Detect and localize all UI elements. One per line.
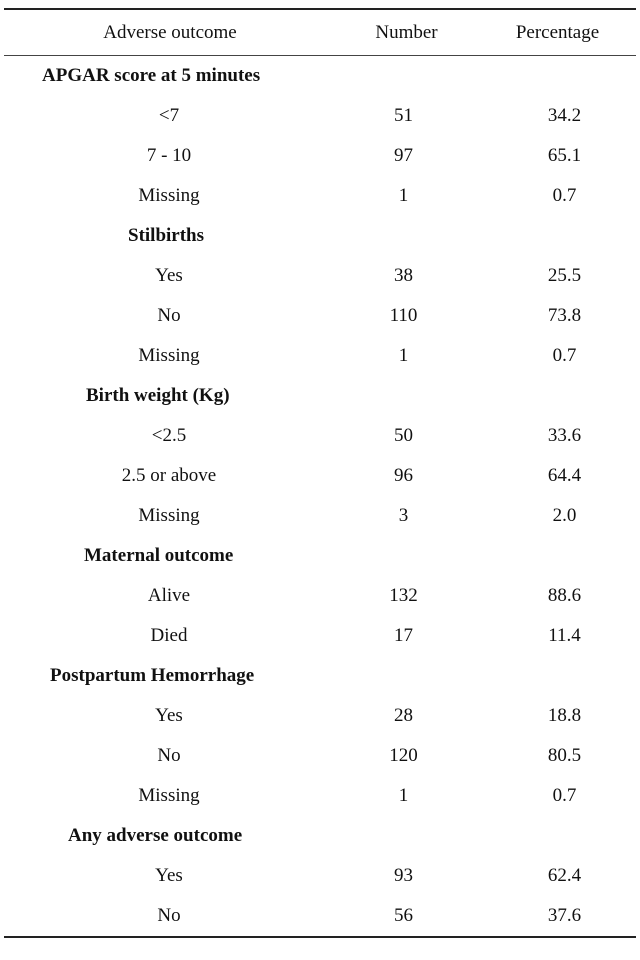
table-body: [4, 56, 636, 936]
row-percentage: 64.4: [547, 465, 582, 486]
table-row: [4, 696, 636, 736]
row-number: 51: [394, 105, 413, 126]
row-number: 38: [394, 265, 413, 286]
table-row: [4, 136, 636, 176]
table-row: [4, 496, 636, 536]
row-number: 97: [394, 145, 413, 166]
row-number: 120: [389, 745, 418, 766]
row-percentage: 0.7: [552, 785, 577, 806]
row-label: Yes: [155, 705, 183, 726]
row-number: 17: [394, 625, 413, 646]
table-row: [4, 296, 636, 336]
row-number: 28: [394, 705, 413, 726]
row-number: 1: [398, 185, 409, 206]
table-row: [4, 256, 636, 296]
table-bottom-rule: [4, 936, 636, 938]
row-percentage: 0.7: [552, 345, 577, 366]
table-header: [4, 10, 636, 56]
row-number: 56: [394, 905, 413, 926]
row-percentage: 62.4: [547, 865, 582, 886]
table-row: [4, 856, 636, 896]
row-percentage: 11.4: [548, 625, 581, 646]
row-percentage: 2.0: [552, 505, 577, 526]
row-label: Missing: [138, 785, 200, 806]
row-label: <7: [158, 105, 180, 126]
table-row: [4, 336, 636, 376]
row-label: No: [157, 305, 181, 326]
row-percentage: 65.1: [547, 145, 582, 166]
header-number: Number: [375, 21, 438, 43]
row-percentage: 37.6: [547, 905, 582, 926]
adverse-outcome-table: [4, 8, 636, 938]
section-title: Any adverse outcome: [68, 825, 243, 846]
row-number: 96: [394, 465, 413, 486]
row-number: 3: [398, 505, 409, 526]
section-header-row: [4, 816, 636, 856]
row-percentage: 80.5: [547, 745, 582, 766]
row-number: 50: [394, 425, 413, 446]
row-percentage: 25.5: [547, 265, 582, 286]
row-number: 93: [394, 865, 413, 886]
header-row: [4, 10, 636, 56]
table-row: [4, 176, 636, 216]
section-title: Birth weight (Kg): [86, 385, 230, 406]
row-label: 7 - 10: [146, 145, 192, 166]
section-header-row: [4, 56, 636, 96]
row-number: 1: [398, 785, 409, 806]
section-title: APGAR score at 5 minutes: [42, 65, 261, 86]
section-title: Maternal outcome: [84, 545, 234, 566]
table-row: [4, 736, 636, 776]
table-row: [4, 616, 636, 656]
row-percentage: 34.2: [547, 105, 582, 126]
table-row: [4, 96, 636, 136]
row-percentage: 18.8: [547, 705, 582, 726]
section-title: Postpartum Hemorrhage: [50, 665, 255, 686]
section-header-row: [4, 536, 636, 576]
table-row: [4, 456, 636, 496]
row-percentage: 88.6: [547, 585, 582, 606]
data-table: [4, 10, 636, 936]
table-row: [4, 776, 636, 816]
row-label: Yes: [155, 265, 183, 286]
row-percentage: 73.8: [547, 305, 582, 326]
row-label: Missing: [138, 345, 200, 366]
table-row: [4, 576, 636, 616]
section-title: Stilbirths: [128, 225, 205, 246]
section-header-row: [4, 216, 636, 256]
header-adverse-outcome: Adverse outcome: [103, 21, 237, 43]
row-label: <2.5: [151, 425, 187, 446]
row-number: 110: [389, 305, 418, 326]
section-header-row: [4, 376, 636, 416]
row-label: No: [157, 745, 181, 766]
table-row: [4, 896, 636, 936]
row-label: Yes: [155, 865, 183, 886]
row-label: 2.5 or above: [121, 465, 217, 486]
row-number: 1: [398, 345, 409, 366]
row-label: Died: [150, 625, 188, 646]
row-number: 132: [389, 585, 418, 606]
row-label: Missing: [138, 185, 200, 206]
section-header-row: [4, 656, 636, 696]
row-percentage: 33.6: [547, 425, 582, 446]
row-label: Alive: [147, 585, 191, 606]
row-percentage: 0.7: [552, 185, 577, 206]
table-row: [4, 416, 636, 456]
row-label: Missing: [138, 505, 200, 526]
row-label: No: [157, 905, 181, 926]
header-percentage: Percentage: [515, 21, 600, 43]
